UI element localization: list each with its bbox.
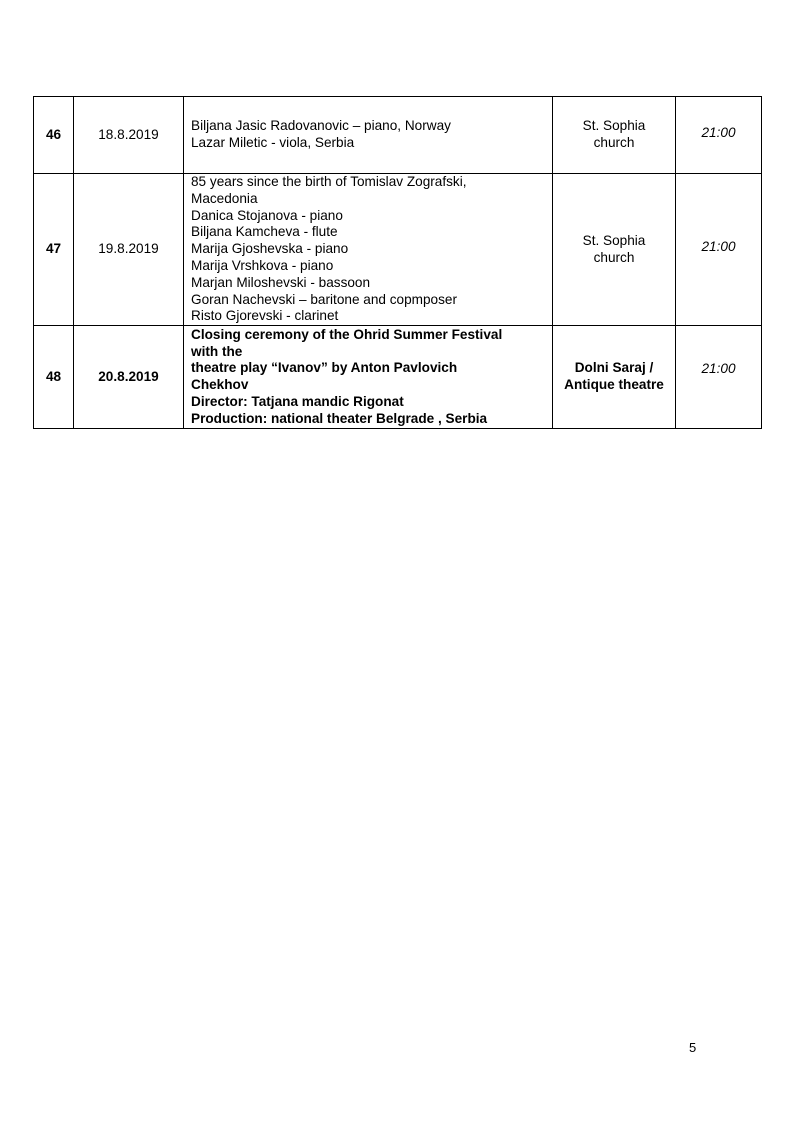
table-row [34, 174, 762, 326]
concert-schedule-table [33, 96, 762, 429]
page-number: 5 [689, 1040, 697, 1055]
program-line: Marija Gjoshevska - piano [191, 241, 349, 257]
program-line: Biljana Kamcheva - flute [191, 224, 338, 240]
venue-line: St. Sophia [582, 118, 646, 134]
program-line: 85 years since the birth of Tomislav Zografski, [191, 174, 467, 189]
event-venue [553, 326, 676, 429]
event-date: 18.8.2019 [74, 97, 184, 174]
program-line: Macedonia [191, 190, 258, 206]
program-line: Marjan Miloshevski - bassoon [191, 274, 371, 290]
program-line: theatre play “Ivanov” by Anton Pavlovich [191, 360, 458, 376]
program-line: Director: Tatjana mandic Rigonat [191, 393, 404, 409]
program-line: Closing ceremony of the Ohrid Summer Festival [191, 326, 503, 342]
event-program [184, 326, 553, 429]
program-line: Biljana Jasic Radovanovic – piano, Norway [191, 118, 451, 134]
event-program [184, 174, 553, 326]
venue-line: church [593, 135, 635, 150]
event-time: 21:00 [676, 97, 762, 174]
program-line: Chekhov [191, 377, 249, 393]
event-program [184, 97, 553, 174]
program-line: Goran Nachevski – baritone and copmposer [191, 291, 457, 307]
event-venue [553, 97, 676, 174]
event-number: 46 [34, 97, 74, 174]
program-line: Production: national theater Belgrade , Serbia [191, 410, 488, 426]
program-line: Risto Gjorevski - clarinet [191, 308, 339, 324]
program-line: Marija Vrshkova - piano [191, 257, 334, 273]
event-number: 47 [34, 174, 74, 326]
program-line: with the [191, 343, 243, 359]
venue-line: church [593, 249, 635, 265]
table-row [34, 97, 762, 174]
event-date: 20.8.2019 [74, 326, 184, 429]
program-line: Lazar Miletic - viola, Serbia [191, 135, 355, 150]
program-line: Danica Stojanova - piano [191, 207, 343, 223]
venue-line: St. Sophia [582, 232, 646, 248]
event-date: 19.8.2019 [74, 174, 184, 326]
venue-line: Dolni Saraj / [574, 360, 654, 376]
venue-line: Antique theatre [564, 377, 664, 393]
event-time: 21:00 [676, 326, 762, 429]
event-time: 21:00 [676, 174, 762, 326]
table-row [34, 326, 762, 429]
event-number: 48 [34, 326, 74, 429]
event-venue [553, 174, 676, 326]
